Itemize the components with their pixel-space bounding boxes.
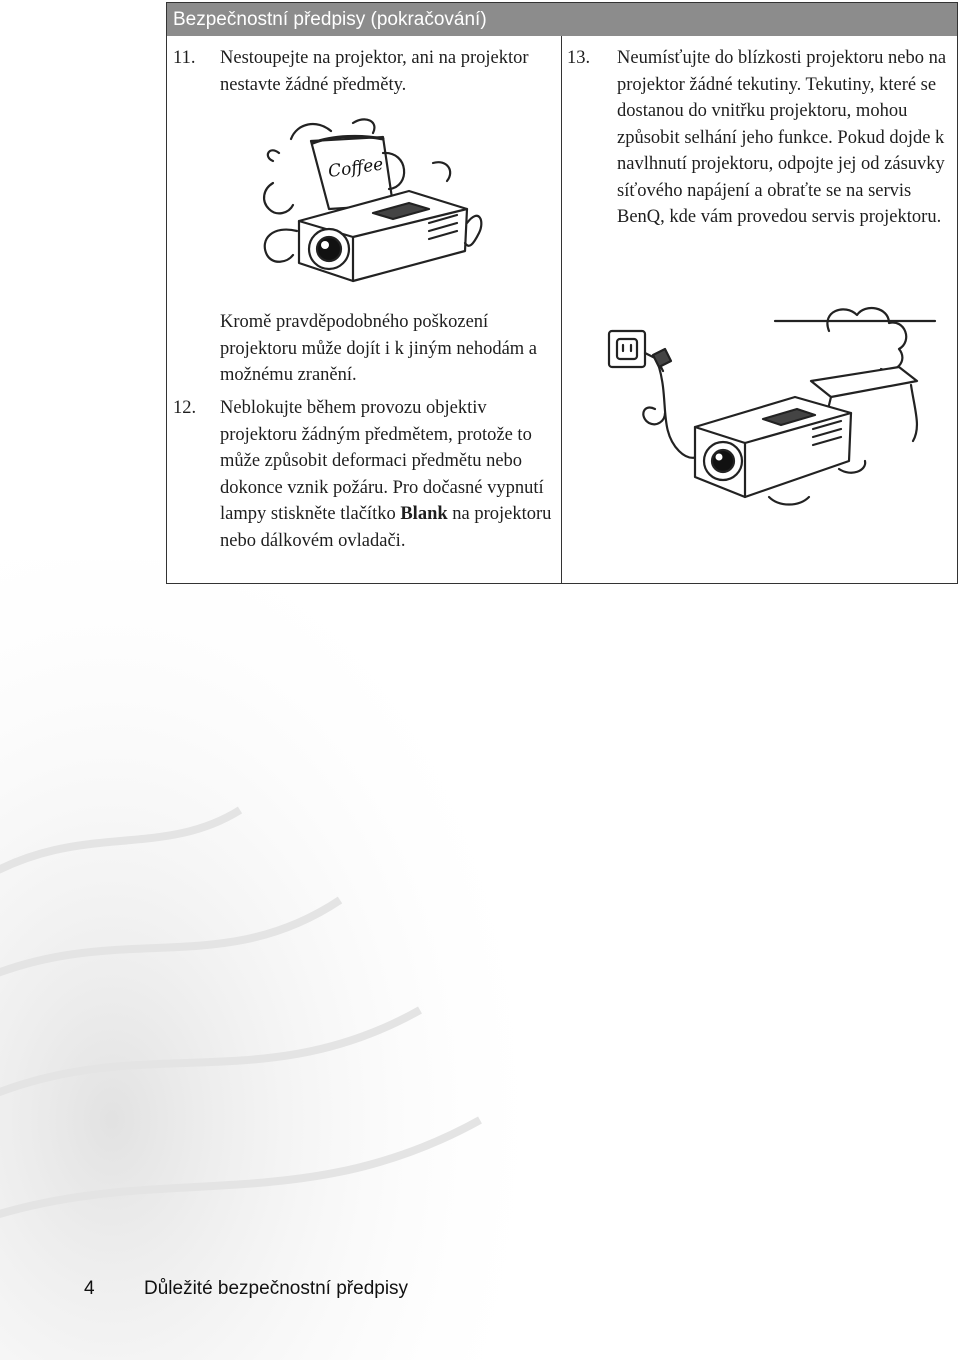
coffee-label: Coffee xyxy=(326,154,385,182)
projector-coffee-illustration xyxy=(233,113,493,285)
safety-instructions-table xyxy=(166,2,958,584)
item-13-number: 13. xyxy=(567,48,591,68)
footer-page-number: 4 xyxy=(84,1278,95,1299)
footer-section-title: Důležité bezpečnostní předpisy xyxy=(144,1278,409,1299)
column-divider xyxy=(561,36,562,584)
item-11-note: Kromě pravděpodobného poškození projektoru může dojít i k jiným nehodám a možnému zranění. xyxy=(220,312,538,385)
item-11-text: Nestoupejte na projektor, ani na projektor nestavte žádné předměty. xyxy=(220,48,529,95)
item-12-text xyxy=(220,395,555,554)
item-12-text-end: na projektoru nebo dálkovém ovladači. xyxy=(220,504,552,551)
background-watermark xyxy=(0,560,560,1360)
item-11-number: 11. xyxy=(173,48,196,68)
item-12-number: 12. xyxy=(173,398,197,418)
blank-button-label: Blank xyxy=(400,504,448,524)
item-13-text: Neumísťujte do blízkosti projektoru nebo na projektor žádné tekutiny. Tekutiny, které se dostanou do vnitřku projektoru, mohou způsobit selhání jeho funkce. Pokud dojde k navlhnutí projektoru, odpojte jej od zásuvky síťového napájení a obraťte se na servis BenQ, kde vám provedou servis projektoru. xyxy=(617,48,947,227)
item-12-text-start: Neblokujte během provozu objektiv projektoru žádným předmětem, protože to může způsobit deformaci předmětu nebo dokonce vznik požáru. Pro dočasné vypnutí lampy stiskněte tlačítko xyxy=(220,398,544,524)
projector-liquid-illustration xyxy=(599,301,939,511)
section-header: Bezpečnostní předpisy (pokračování) xyxy=(167,3,957,36)
